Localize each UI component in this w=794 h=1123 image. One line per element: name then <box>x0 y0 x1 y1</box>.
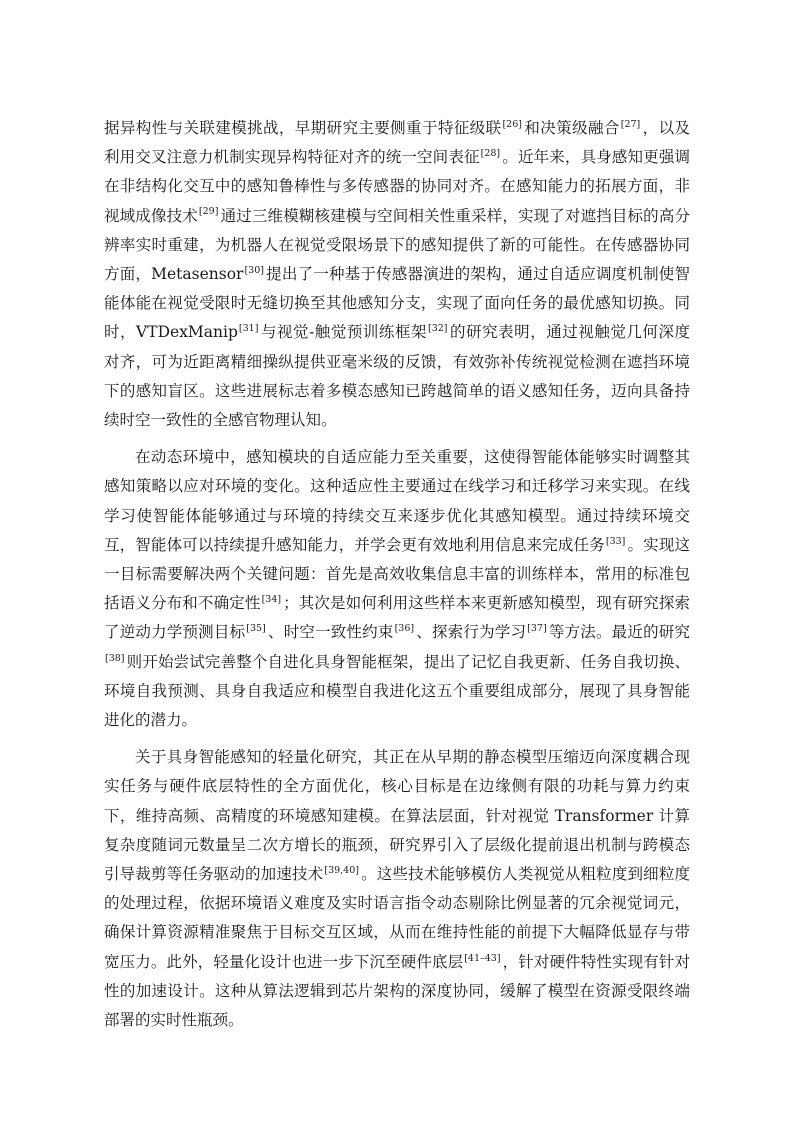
text-run: 则开始尝试完善整个自进化具身智能框架，提出了记忆自我更新、任务自我切换、环境自我预测、具身自我适应和模型自我进化这五个重要组成部分，展现了具身智能进化的潜力。 <box>104 652 690 730</box>
citation-ref: [41–43] <box>464 952 501 964</box>
citation-ref: [37] <box>527 623 547 635</box>
citation-ref: [27] <box>620 118 641 130</box>
text-run: 。近年来，具身感知更强调在非结构化交互中的感知鲁棒性与多传感器的协同对齐。在感知能力的拓展方面，非视域成像技术 <box>104 148 690 225</box>
citation-ref: [31] <box>238 323 259 335</box>
text-run: 等方法。最近的研究 <box>548 623 690 642</box>
citation-ref: [29] <box>198 206 219 218</box>
text-run: 关于具身智能感知的轻量化研究，其正在从早期的静态模型压缩迈向深度耦合现实任务与硬件底层特性的全方面优化，核心目标是在边缘侧有限的功耗与算力约束下，维持高频、高精度的环境感知建模。在算法层面，针对视觉 Transformer 计算复杂度随词元数量呈二次方增长的瓶颈，研究界引入了层级化提前退出机制与跨模态引导裁剪等任务驱动的加速技术 <box>104 748 690 884</box>
text-run: 。实现这一目标需要解决两个关键问题：首先是高效收集信息丰富的训练样本，常用的标准包括语义分布和不确定性 <box>104 535 690 613</box>
citation-ref: [34] <box>261 594 282 606</box>
text-run: 提出了一种基于传感器演进的架构，通过自适应调度机制使智能体能在视觉受限时无缝切换至其他感知分支，实现了面向任务的最优感知切换。同时，VTDexManip <box>104 265 690 342</box>
citation-ref: [32] <box>428 323 448 335</box>
citation-ref: [26] <box>502 118 522 130</box>
paragraph <box>104 114 690 435</box>
citation-ref: [36] <box>394 623 415 635</box>
text-run: ，针对硬件特性实现有针对性的加速设计。这种从算法逻辑到芯片架构的深度协同，缓解了模型在资源受限终端部署的实时性瓶颈。 <box>104 952 690 1030</box>
text-run: ；其次是如何利用这些样本来更新感知模型，现有研究探索了逆动力学预测目标 <box>104 594 690 642</box>
text-run: 。这些技术能够模仿人类视觉从粗粒度到细粒度的处理过程，依据环境语义难度及实时语言指令动态剔除比例显著的冗余视觉词元，确保计算资源精准聚焦于目标交互区域，从而在维持性能的前提下大幅降低显存与带宽压力。此外，轻量化设计也进一步下沉至硬件底层 <box>104 865 690 971</box>
text-run: 、时空一致性约束 <box>267 623 394 642</box>
citation-ref: [33] <box>605 535 626 547</box>
text-run: 的研究表明，通过视触觉几何深度对齐，可为近距离精细操纵提供亚毫米级的反馈，有效弥补传统视觉检测在遮挡环境下的感知盲区。这些进展标志着多模态感知已跨越简单的语义感知任务，迈向具备持续时空一致性的全感官物理认知。 <box>104 323 690 430</box>
paragraph <box>104 443 690 735</box>
citation-ref: [35] <box>246 623 266 635</box>
paragraph <box>104 743 690 1035</box>
text-run: 与视觉-触觉预训练框架 <box>260 323 428 342</box>
citation-ref: [30] <box>244 264 264 276</box>
text-run: 、探索行为学习 <box>416 623 527 642</box>
text-run: ，以及利用交叉注意力机制实现异构特征对齐的统一空间表征 <box>104 119 690 167</box>
text-run: 据异构性与关联建模挑战，早期研究主要侧重于特征级联 <box>104 119 502 137</box>
citation-ref: [39,40] <box>324 864 359 876</box>
text-run: 通过三维模糊核建模与空间相关性重采样，实现了对遮挡目标的高分辨率实时重建，为机器人在视觉受限场景下的感知提供了新的可能性。在传感器协同方面，Metasensor <box>104 206 690 284</box>
citation-ref: [28] <box>480 148 501 160</box>
citation-ref: [38] <box>105 652 125 664</box>
document-body <box>104 114 690 1043</box>
text-run: 和决策级融合 <box>523 119 620 137</box>
text-run: 在动态环境中，感知模块的自适应能力至关重要，这使得智能体能够实时调整其感知策略以应对环境的变化。这种适应性主要通过在线学习和迁移学习来实现。在线学习使智能体能够通过与环境的持续交互来逐步优化其感知模型。通过持续环境交互，智能体可以持续提升感知能力，并学会更有效地利用信息来完成任务 <box>104 448 690 554</box>
